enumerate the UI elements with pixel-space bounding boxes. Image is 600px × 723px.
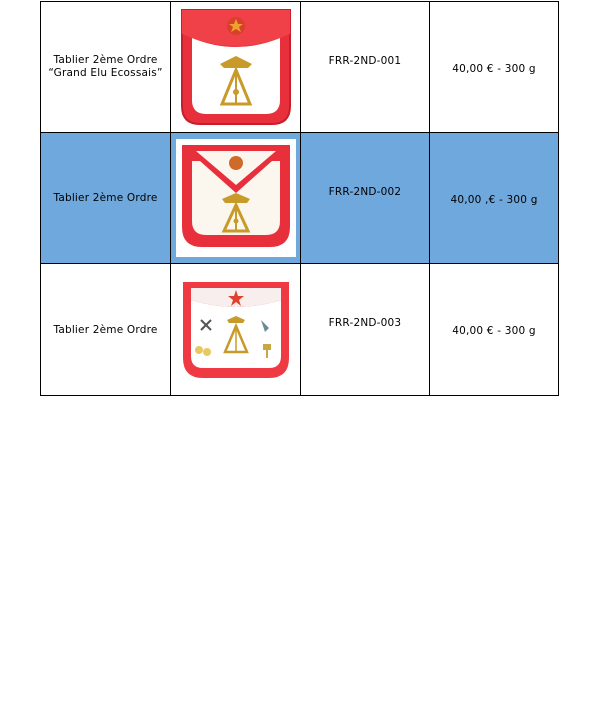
product-name-cell [41,133,171,263]
product-ref-cell [301,133,430,263]
table-row [41,133,558,264]
product-image-cell [171,133,301,263]
product-name-cell [41,264,171,396]
product-name: Tablier 2ème Ordre “Grand Elu Ecossais” [48,54,163,79]
product-ref-cell [301,264,430,396]
product-ref-cell [301,2,430,132]
product-image-frame [176,139,296,257]
product-ref: FRR-2ND-003 [328,317,402,329]
apron-red-star-icon [174,4,298,130]
product-price: 40,00 € - 300 g [452,325,536,337]
product-image-cell [171,2,301,132]
apron-red-triangle-flap-icon [178,141,294,251]
product-table [40,1,559,396]
product-ref: FRR-2ND-001 [328,55,402,67]
product-name-cell [41,2,171,132]
product-price: 40,00 € - 300 g [452,63,536,75]
product-name: Tablier 2ème Ordre [53,323,158,336]
apron-embroidered-symbols-icon [177,278,295,382]
product-price-cell [430,264,558,396]
product-ref: FRR-2ND-002 [328,186,402,198]
product-price-cell [430,2,558,132]
product-name: Tablier 2ème Ordre [53,191,158,204]
table-row [41,2,558,133]
table-row [41,264,558,396]
product-price: 40,00 ,€ - 300 g [450,194,538,206]
product-price-cell [430,133,558,263]
product-image-cell [171,264,301,396]
